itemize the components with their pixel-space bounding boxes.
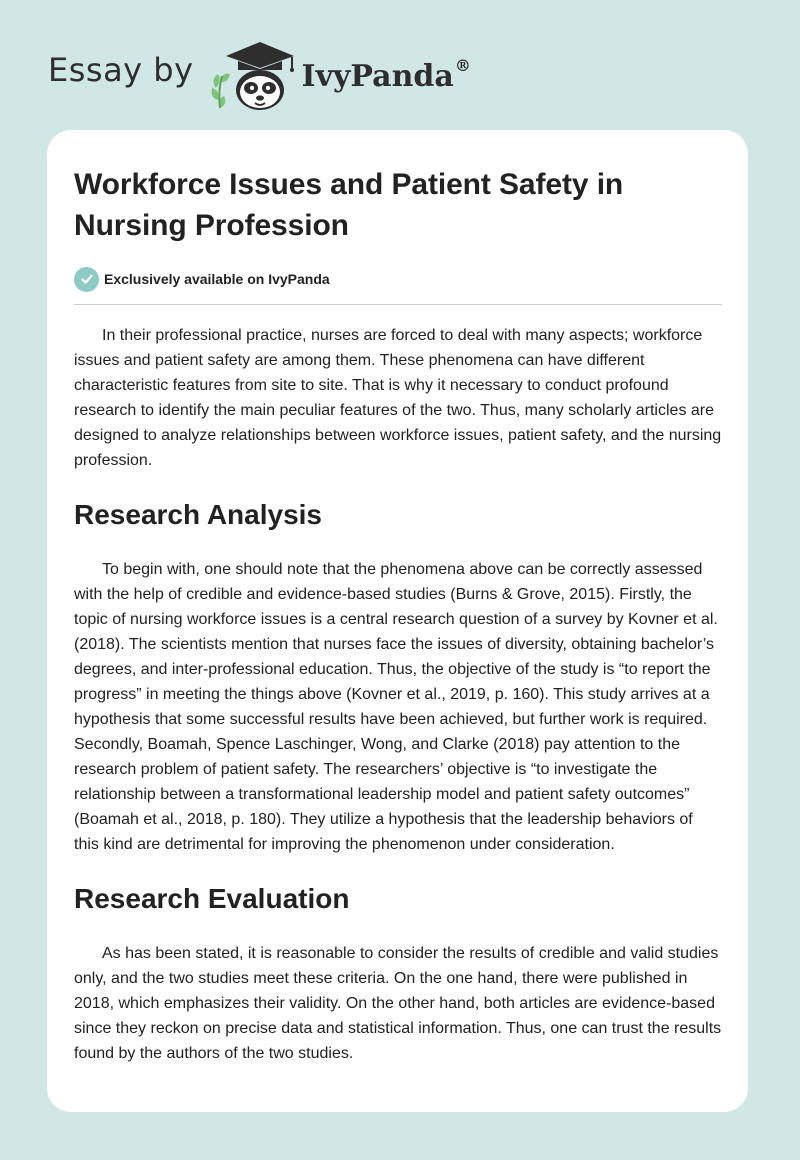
site-header [48, 34, 471, 114]
divider [74, 304, 722, 305]
essay-card [47, 130, 748, 1112]
essay-by-label: Essay by [48, 51, 194, 89]
page-title: Workforce Issues and Patient Safety in Nursing Profession [74, 168, 624, 242]
section-heading-research-evaluation: Research Evaluation [74, 883, 350, 914]
intro-paragraph: In their professional practice, nurses are forced to deal with many aspects; workforce issues and patient safety are among them. These phenomena can have different characteristic features from site to site. That is why it necessary to conduct profound research to identify the main peculiar features of the two. Thus, many scholarly articles are designed to analyze relationships between workforce issues, patient safety, and the nursing profession. [74, 327, 722, 469]
brand-name[interactable]: IvyPanda® [301, 55, 471, 94]
section-body-research-evaluation: As has been stated, it is reasonable to consider the results of credible and valid studies only, and the two studies meet these criteria. On the one hand, there were published in 2018, which emphasizes their validity. On the other hand, both articles are evidence-based since they reckon on precise data and statistical information. Thus, one can trust the results found by the authors of the two studies. [74, 945, 722, 1062]
registered-mark: ® [454, 55, 471, 75]
exclusive-badge [74, 266, 722, 292]
section-body-research-analysis: To begin with, one should note that the phenomena above can be correctly assessed with the help of credible and evidence-based studies (Burns & Grove, 2015). Firstly, the topic of nursing workforce issues is a central research question of a survey by Kovner et al. (2018). The scientists mention that nurses face the issues of diversity, obtaining bachelor’s degrees, and inter-professional education. Thus, the objective of the study is “to report the progress” in meeting the things above (Kovner et al., 2019, p. 160). This study arrives at a hypothesis that some successful results have been achieved, but further work is required. Secondly, Boamah, Spence Laschinger, Wong, and Clarke (2018) pay attention to the research problem of patient safety. The researchers’ objective is “to investigate the relationship between a transformational leadership model and patient safety outcomes” (Boamah et al., 2018, p. 180). They utilize a hypothesis that the leadership behaviors of this kind are detrimental for improving the phenomenon under consideration. [74, 561, 718, 853]
ivypanda-logo-icon[interactable] [208, 36, 296, 112]
check-icon [74, 267, 99, 292]
exclusive-label: Exclusively available on IvyPanda [104, 271, 330, 287]
section-heading-research-analysis: Research Analysis [74, 499, 322, 530]
